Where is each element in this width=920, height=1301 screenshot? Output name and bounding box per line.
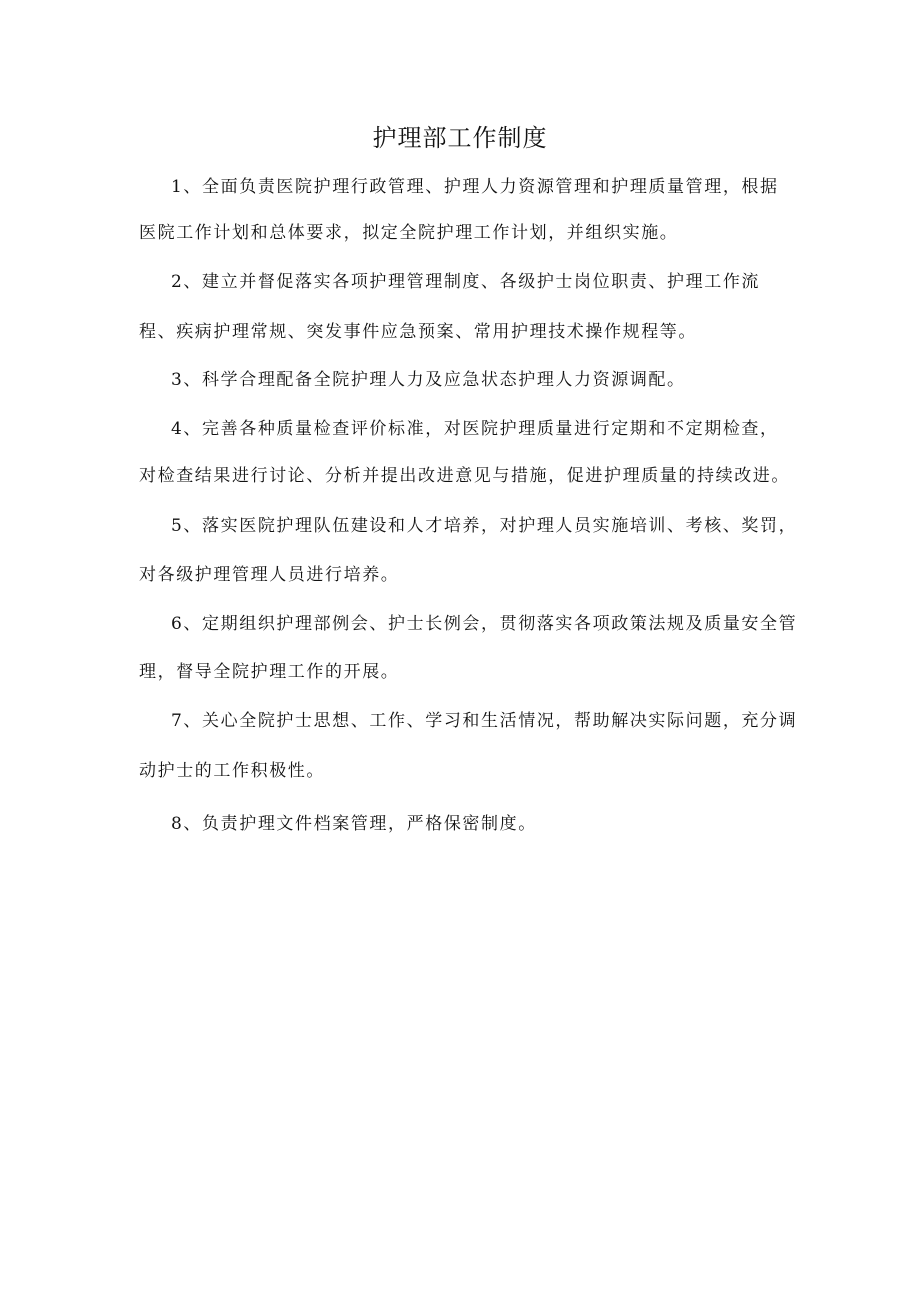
paragraph-line: 理，督导全院护理工作的开展。 <box>139 662 400 682</box>
paragraph-line: 对检查结果进行讨论、分析并提出改进意见与措施，促进护理质量的持续改进。 <box>139 466 790 486</box>
paragraph-line: 8、负责护理文件档案管理，严格保密制度。 <box>171 814 537 834</box>
paragraph-line: 3、科学合理配备全院护理人力及应急状态护理人力资源调配。 <box>171 370 686 390</box>
paragraph-line: 7、关心全院护士思想、工作、学习和生活情况，帮助解决实际问题，充分调 <box>171 711 798 731</box>
paragraph-line: 1、全面负责医院护理行政管理、护理人力资源管理和护理质量管理，根据 <box>171 177 779 197</box>
paragraph-line: 对各级护理管理人员进行培养。 <box>139 565 400 585</box>
paragraph-line: 程、疾病护理常规、突发事件应急预案、常用护理技术操作规程等。 <box>139 322 697 342</box>
page-title: 护理部工作制度 <box>372 124 548 152</box>
paragraph-line: 4、完善各种质量检查评价标准，对医院护理质量进行定期和不定期检查， <box>171 419 779 439</box>
paragraph-line: 医院工作计划和总体要求，拟定全院护理工作计划，并组织实施。 <box>139 223 679 243</box>
paragraph-line: 动护士的工作积极性。 <box>139 761 325 781</box>
paragraph-line: 2、建立并督促落实各项护理管理制度、各级护士岗位职责、护理工作流 <box>171 272 761 292</box>
paragraph-line: 6、定期组织护理部例会、护士长例会，贯彻落实各项政策法规及质量安全管 <box>171 614 798 634</box>
paragraph-line: 5、落实医院护理队伍建设和人才培养，对护理人员实施培训、考核、奖罚， <box>171 516 798 536</box>
